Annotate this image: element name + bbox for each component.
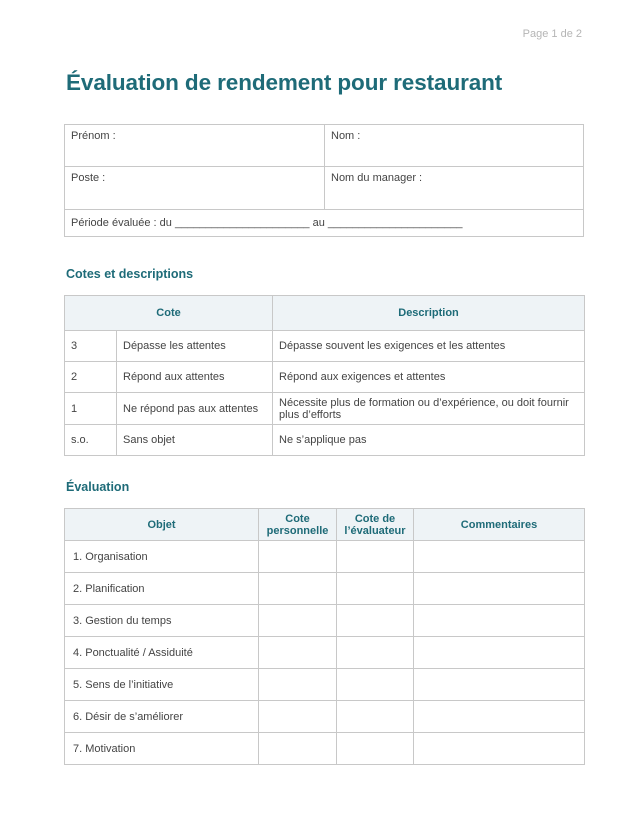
evaluator-rating-cell[interactable] [337, 605, 414, 637]
comments-cell[interactable] [414, 573, 585, 605]
evaluation-item-label: 6. Désir de s’améliorer [65, 701, 259, 733]
evaluation-row [65, 637, 585, 669]
self-rating-cell[interactable] [259, 605, 337, 637]
evaluation-header-item: Objet [65, 509, 259, 541]
evaluation-row [65, 605, 585, 637]
evaluation-period-field[interactable]: Période évaluée : du ______________________ au ______________________ [65, 210, 584, 237]
evaluation-item-label: 2. Planification [65, 573, 259, 605]
rating-row [65, 425, 585, 456]
evaluator-rating-cell[interactable] [337, 573, 414, 605]
position-field[interactable]: Poste : [65, 167, 325, 210]
rating-description: Dépasse souvent les exigences et les attentes [273, 331, 585, 362]
evaluation-section-title: Évaluation [66, 480, 130, 494]
self-rating-cell[interactable] [259, 733, 337, 765]
evaluation-item-label: 4. Ponctualité / Assiduité [65, 637, 259, 669]
rating-label: Répond aux attentes [117, 362, 273, 393]
rating-label: Dépasse les attentes [117, 331, 273, 362]
comments-cell[interactable] [414, 733, 585, 765]
evaluator-rating-cell[interactable] [337, 541, 414, 573]
rating-row [65, 393, 585, 425]
rating-description: Répond aux exigences et attentes [273, 362, 585, 393]
comments-cell[interactable] [414, 605, 585, 637]
evaluation-table [64, 508, 585, 765]
ratings-section-title: Cotes et descriptions [66, 267, 194, 281]
rating-code: 2 [65, 362, 117, 393]
self-rating-cell[interactable] [259, 669, 337, 701]
last-name-field[interactable]: Nom : [325, 125, 584, 167]
ratings-header-rating: Cote [65, 296, 273, 331]
rating-description: Ne s’applique pas [273, 425, 585, 456]
comments-cell[interactable] [414, 637, 585, 669]
self-rating-cell[interactable] [259, 637, 337, 669]
self-rating-cell[interactable] [259, 701, 337, 733]
page-number: Page 1 de 2 [522, 28, 582, 40]
evaluation-header-evaluator-rating: Cote de l’évaluateur [337, 509, 414, 541]
rating-label: Ne répond pas aux attentes [117, 393, 273, 425]
evaluation-row [65, 573, 585, 605]
employee-info-table [64, 124, 584, 237]
evaluation-row [65, 701, 585, 733]
rating-description: Nécessite plus de formation ou d’expérience, ou doit fournir plus d’efforts [273, 393, 585, 425]
rating-label: Sans objet [117, 425, 273, 456]
evaluator-rating-cell[interactable] [337, 701, 414, 733]
manager-name-field[interactable]: Nom du manager : [325, 167, 584, 210]
evaluator-rating-cell[interactable] [337, 733, 414, 765]
comments-cell[interactable] [414, 701, 585, 733]
rating-code: 1 [65, 393, 117, 425]
ratings-header-description: Description [273, 296, 585, 331]
first-name-field[interactable]: Prénom : [65, 125, 325, 167]
comments-cell[interactable] [414, 541, 585, 573]
rating-row [65, 331, 585, 362]
evaluation-header-self-rating: Cote personnelle [259, 509, 337, 541]
evaluation-item-label: 3. Gestion du temps [65, 605, 259, 637]
evaluation-item-label: 5. Sens de l’initiative [65, 669, 259, 701]
evaluation-row [65, 669, 585, 701]
rating-row [65, 362, 585, 393]
evaluation-header-comments: Commentaires [414, 509, 585, 541]
evaluator-rating-cell[interactable] [337, 669, 414, 701]
evaluator-rating-cell[interactable] [337, 637, 414, 669]
rating-code: s.o. [65, 425, 117, 456]
evaluation-row [65, 733, 585, 765]
evaluation-row [65, 541, 585, 573]
rating-code: 3 [65, 331, 117, 362]
self-rating-cell[interactable] [259, 541, 337, 573]
page-title: Évaluation de rendement pour restaurant [66, 70, 503, 95]
evaluation-item-label: 1. Organisation [65, 541, 259, 573]
evaluation-item-label: 7. Motivation [65, 733, 259, 765]
ratings-table [64, 295, 585, 456]
comments-cell[interactable] [414, 669, 585, 701]
self-rating-cell[interactable] [259, 573, 337, 605]
